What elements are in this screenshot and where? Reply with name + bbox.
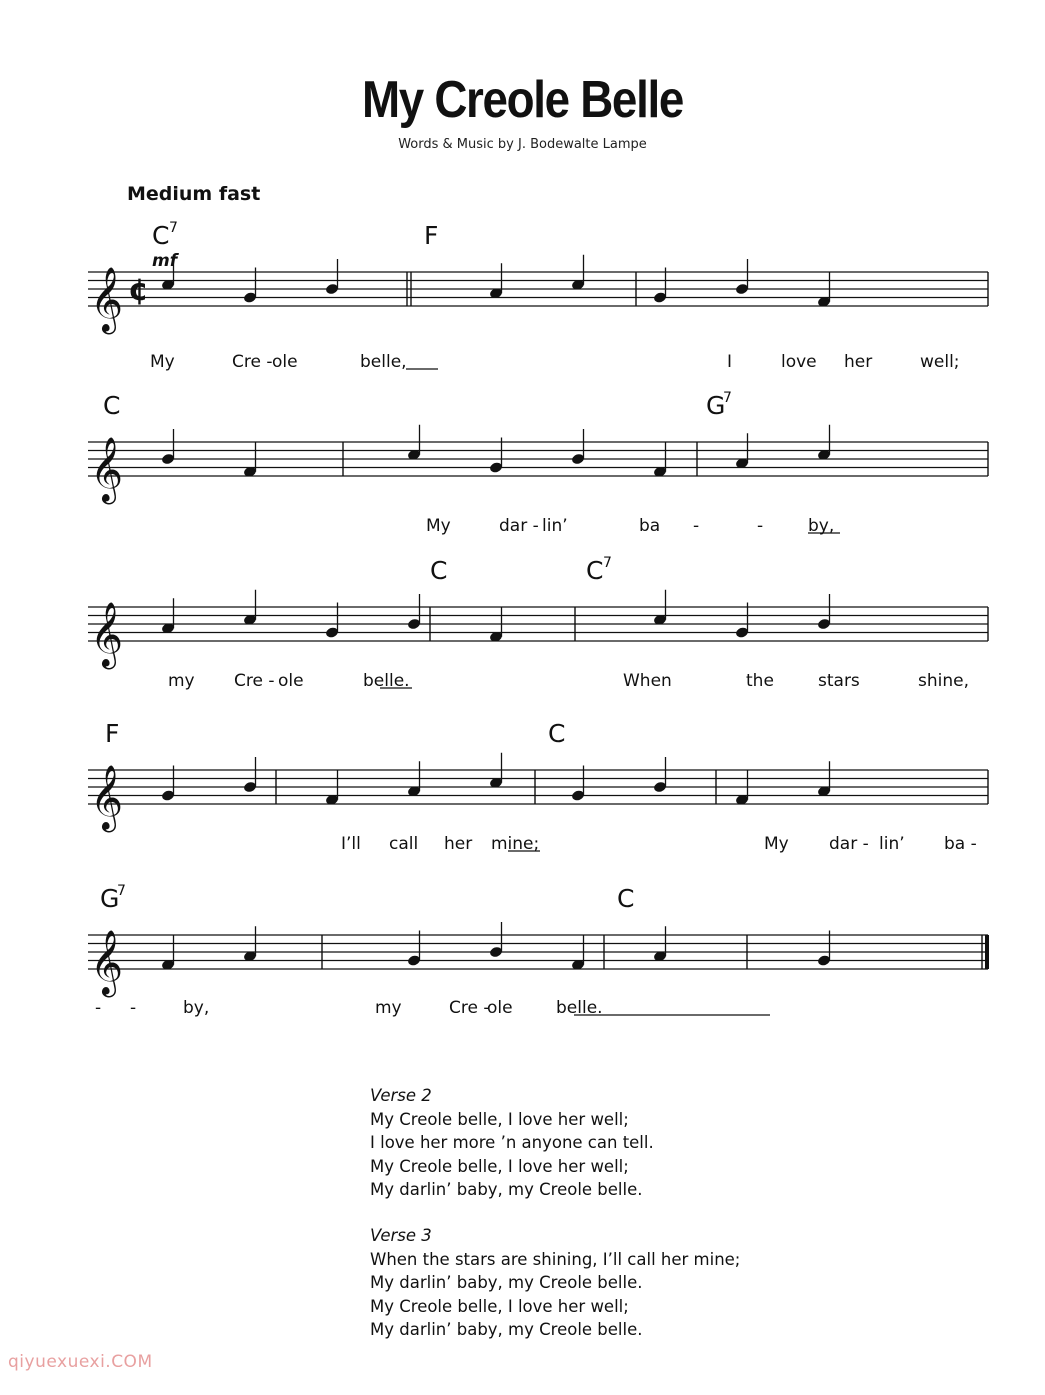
treble-clef-icon: 𝄞 (90, 765, 124, 830)
chord-symbol: G (100, 884, 120, 913)
chord-symbol: F (424, 221, 439, 250)
chord-symbol: F (105, 719, 120, 748)
verse-line: My Creole belle, I love her well; (370, 1156, 629, 1176)
lyric-syllable: belle. (556, 998, 603, 1018)
chord-symbol: C (617, 884, 635, 913)
lyric-syllable: my (168, 671, 195, 691)
lyric-syllable: - (95, 998, 102, 1018)
lyric-syllable: belle, (360, 352, 407, 372)
treble-clef-icon: 𝄞 (90, 930, 124, 995)
lyric-syllable: my (375, 998, 402, 1018)
lyric-syllable: stars (818, 671, 860, 691)
verse-line: My darlin’ baby, my Creole belle. (370, 1273, 643, 1292)
verse-line: My darlin’ baby, my Creole belle. (370, 1320, 643, 1339)
lyric-syllable: by, (183, 998, 210, 1018)
lyric-syllable: ole (278, 671, 304, 691)
lyric-syllable: - (693, 516, 700, 536)
lyric-syllable: lin’ (542, 516, 568, 536)
chord-symbol: C (430, 556, 448, 585)
chord-extension: 7 (603, 555, 612, 571)
lyric-syllable: ole (487, 998, 513, 1018)
lyric-syllable: When (623, 671, 672, 691)
verse-heading: Verse 2 (370, 1086, 432, 1105)
verse-line: I love her more ’n anyone can tell. (370, 1133, 654, 1152)
tempo-marking: Medium fast (127, 183, 261, 205)
verse-line: My Creole belle, I love her well; (370, 1109, 629, 1129)
treble-clef-icon: 𝄞 (90, 602, 124, 667)
song-credits: Words & Music by J. Bodewalte Lampe (398, 137, 647, 152)
lyric-syllable: My (764, 834, 789, 854)
verse-2 (370, 1084, 654, 1202)
treble-clef-icon: 𝄞 (90, 437, 124, 502)
lyric-syllable: My (426, 516, 451, 536)
lyric-syllable: belle. (363, 671, 410, 691)
lyric-syllable: the (746, 671, 774, 691)
lyric-syllable: dar - (829, 834, 869, 854)
chord-extension: 7 (117, 883, 126, 899)
verse-line: My darlin’ baby, my Creole belle. (370, 1180, 643, 1199)
dynamic-marking: mf (152, 251, 178, 271)
verse-heading: Verse 3 (370, 1226, 432, 1245)
treble-clef-icon: 𝄞 (90, 267, 124, 332)
lyric-syllable: mine; (491, 834, 540, 854)
chord-symbol: C (152, 221, 170, 250)
lyric-syllable: Cre - (234, 671, 275, 691)
lyric-syllable: love (781, 352, 817, 372)
chord-symbol: G (706, 391, 726, 420)
lyric-syllable: ole (272, 352, 298, 372)
song-title: My Creole Belle (361, 71, 683, 129)
chord-extension: 7 (169, 220, 178, 236)
lyric-syllable: her (444, 834, 473, 854)
lyric-syllable: Cre - (232, 352, 273, 372)
lyric-syllable: I (727, 352, 733, 372)
lyric-syllable: shine, (918, 671, 969, 691)
lyric-syllable: call (389, 834, 419, 854)
lyric-syllable: well; (920, 352, 960, 372)
lyric-syllable: lin’ (879, 834, 905, 854)
chord-extension: 7 (723, 390, 732, 406)
lyric-syllable: My (150, 352, 175, 372)
chord-symbol: C (103, 391, 121, 420)
lyric-syllable: ba (639, 516, 661, 536)
lyric-syllable: by, (808, 516, 835, 536)
lyric-syllable: her (844, 352, 873, 372)
site-watermark: qiyuexuexi.COM (8, 1352, 153, 1372)
verse-line: When the stars are shining, I’ll call her mine; (370, 1249, 741, 1269)
lyric-syllable: ba - (944, 834, 977, 854)
lyric-syllable: - (757, 516, 764, 536)
verse-line: My Creole belle, I love her well; (370, 1296, 629, 1316)
lyric-syllable: dar - (499, 516, 539, 536)
chord-symbol: C (548, 719, 566, 748)
final-bar-thick (985, 935, 989, 969)
cut-time-icon: ¢ (128, 273, 149, 308)
lyric-syllable: I’ll (341, 834, 361, 854)
lyric-syllable: - (130, 998, 137, 1018)
lyric-syllable: Cre - (449, 998, 490, 1018)
verse-3 (370, 1224, 740, 1342)
chord-symbol: C (586, 556, 604, 585)
